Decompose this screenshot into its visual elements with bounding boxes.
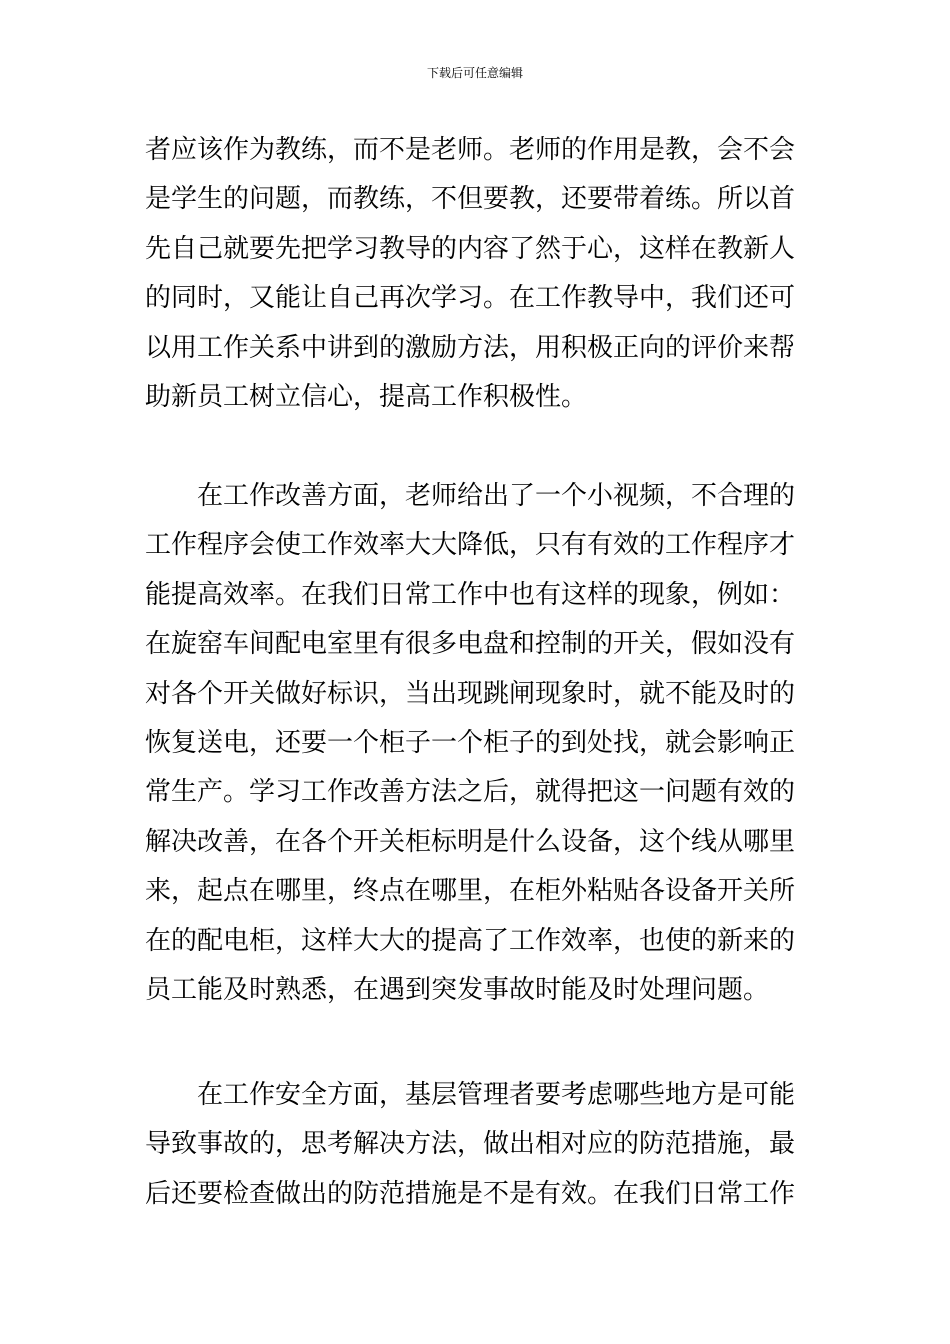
text-line: 工作程序会使工作效率大大降低，只有有效的工作程序才 — [145, 530, 796, 561]
paragraph — [145, 472, 815, 1015]
text-line: 后还要检查做出的防范措施是不是有效。在我们日常工作 — [145, 1178, 796, 1209]
text-line: 以用工作关系中讲到的激励方法，用积极正向的评价来帮 — [145, 332, 796, 363]
text-line: 员工能及时熟悉，在遇到突发事故时能及时处理问题。 — [145, 974, 770, 1005]
text-line: 者应该作为教练，而不是老师。老师的作用是教，会不会 — [145, 135, 796, 165]
text-line: 恢复送电，还要一个柜子一个柜子的到处找，就会影响正 — [145, 727, 796, 758]
paragraph — [145, 126, 815, 422]
text-line: 对各个开关做好标识，当出现跳闸现象时，就不能及时的 — [145, 678, 796, 709]
text-line: 助新员工树立信心，提高工作积极性。 — [145, 381, 588, 412]
text-line: 在旋窑车间配电室里有很多电盘和控制的开关，假如没有 — [145, 629, 796, 660]
text-line: 在工作改善方面，老师给出了一个小视频，不合理的 — [197, 481, 796, 511]
text-line: 是学生的问题，而教练，不但要教，还要带着练。所以首 — [145, 184, 796, 215]
text-line: 在工作安全方面，基层管理者要考虑哪些地方是可能 — [197, 1080, 796, 1110]
text-line: 在的配电柜，这样大大的提高了工作效率，也使的新来的 — [145, 925, 796, 956]
text-line: 能提高效率。在我们日常工作中也有这样的现象，例如： — [145, 579, 796, 610]
text-line: 来，起点在哪里，终点在哪里，在柜外粘贴各设备开关所 — [145, 876, 796, 907]
paragraph — [145, 1071, 815, 1219]
page-header: 下载后可任意编辑 — [426, 66, 523, 80]
text-line: 导致事故的，思考解决方法，做出相对应的防范措施，最 — [145, 1129, 796, 1160]
text-line: 的同时，又能让自己再次学习。在工作教导中，我们还可 — [145, 283, 796, 314]
text-line: 解决改善，在各个开关柜标明是什么设备，这个线从哪里 — [145, 826, 796, 857]
text-line: 先自己就要先把学习教导的内容了然于心，这样在教新人 — [145, 233, 796, 264]
text-line: 常生产。学习工作改善方法之后，就得把这一问题有效的 — [145, 777, 796, 808]
